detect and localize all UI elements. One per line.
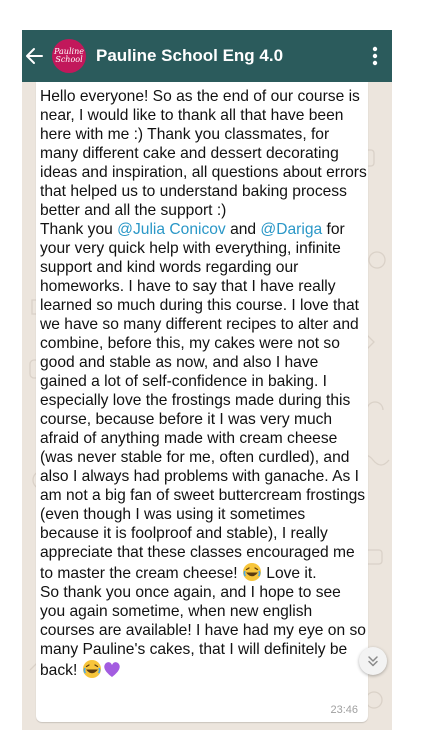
purple-heart-icon (102, 659, 122, 679)
avatar-text-line2: School (55, 55, 83, 64)
laughing-emoji-icon (242, 562, 262, 582)
message-text-segment: So thank you once again, and I hope to see you again sometime, when new english courses are available! I have had my eye on so many Pauline's cakes, that I will definitely be back! (40, 584, 366, 679)
message-text-segment: Love it. (261, 565, 317, 582)
chat-header (22, 30, 392, 82)
mention-julia-conicov[interactable]: @Julia Conicov (117, 221, 226, 238)
avatar-text-line1: Pauline (54, 47, 84, 56)
message-paragraph-2 (40, 220, 368, 583)
message-bubble[interactable] (36, 82, 368, 722)
double-chevron-down-icon (366, 654, 380, 668)
message-paragraph-1: Hello everyone! So as the end of our course is near, I would like to thank all that have been here with me :) Thank you classmates, for many different cake and dessert decorating ideas and inspiration, all questions about errors that helped us to understand baking process better and all the support :) (40, 88, 367, 219)
chat-screen (22, 30, 392, 730)
menu-button[interactable] (362, 36, 388, 76)
message-paragraph-3 (40, 583, 368, 680)
message-text (40, 87, 368, 680)
mention-dariga[interactable]: @Dariga (260, 221, 323, 238)
arrow-left-icon (24, 46, 44, 66)
message-timestamp: 23:46 (330, 704, 358, 716)
back-button[interactable] (22, 30, 50, 82)
message-text-segment: and (225, 221, 261, 238)
more-vert-icon (372, 46, 378, 66)
message-text-segment: for your very quick help with everything, infinite support and kind words regarding our homeworks. I have to say that I have really learned so much during this course. I love that we have so many different recipes to alter and combine, before this, my cakes were not so good and stable as now, and also I have gained a lot of self-confidence in baking. I especially love the frostings made during this course, because before it I was very much afraid of anything made with cream cheese (was never stable for me, often curdled), and also I always had problems with ganache. As I am not a big fan of sweet buttercream frostings (even though I was using it sometimes because it is foolproof and stable), I really appreciate that these classes encouraged me to master the cream cheese! (40, 221, 366, 582)
message-text-segment: Thank you (40, 221, 118, 238)
scroll-down-button[interactable] (359, 647, 387, 675)
laughing-emoji-icon (82, 659, 102, 679)
group-avatar[interactable] (52, 39, 86, 73)
chat-title[interactable]: Pauline School Eng 4.0 (96, 46, 284, 65)
